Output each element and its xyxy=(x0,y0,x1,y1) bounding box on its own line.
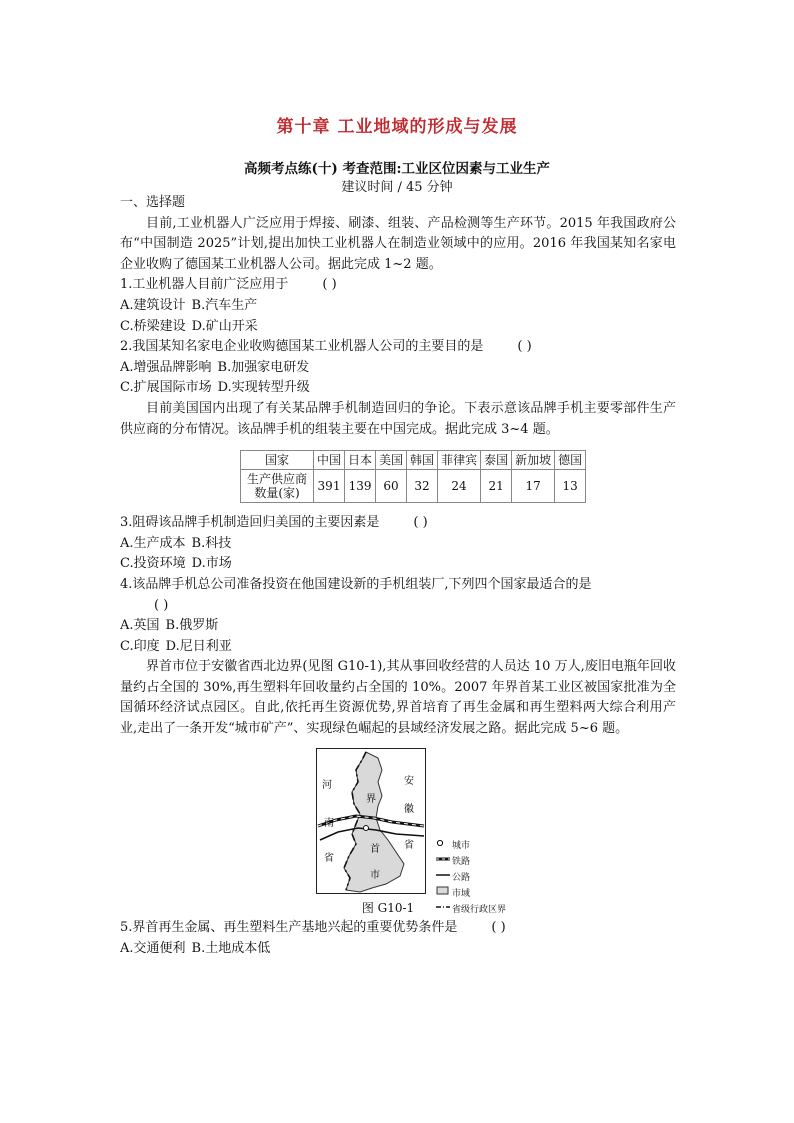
table-cell: 60 xyxy=(376,470,407,503)
question-3-options-row1 xyxy=(120,534,676,555)
map-label: 河 xyxy=(322,779,332,791)
answer-parentheses: ( ) xyxy=(322,277,337,293)
map-legend xyxy=(436,838,506,918)
map-label: 安 xyxy=(404,775,414,787)
option: C.扩展国际市场 xyxy=(120,380,212,396)
legend-item: 省级行政区界 xyxy=(436,902,506,918)
table-cell: 美国 xyxy=(376,451,407,470)
table-cell: 24 xyxy=(438,470,481,503)
table-cell: 泰国 xyxy=(481,451,512,470)
city-icon xyxy=(436,838,452,853)
option: B.土地成本低 xyxy=(191,940,271,956)
railway-icon xyxy=(436,854,452,869)
question-5-options-row1 xyxy=(120,939,676,960)
option: D.矿山开采 xyxy=(191,318,258,334)
question-4 xyxy=(120,575,676,596)
option: D.市场 xyxy=(191,556,232,572)
passage-1: 目前,工业机器人广泛应用于焊接、刷漆、组装、产品检测等生产环节。2015 年我国政府公布“中国制造 2025”计划,提出加快工业机器人在制造业领域中的应用。2016 年我国某知名家电企业收购了德国某工业机器人公司。据此完成 1~2 题。 xyxy=(120,215,676,272)
passage-3: 界首市位于安徽省西北边界(见图 G10-1),其从事回收经营的人员达 10 万人,废旧电瓶年回收量约占全国的 30%,再生塑料年回收量约占全国的 10%。2007 年界首某工业区被国家批准为全国循环经济试点园区。自此,依托再生资源优势,界首培育了再生金属和再生塑料两大综合利用产业,走出了一条开发“城市矿产”、实现绿色崛起的县域经济发展之路。据此完成 5~6 题。 xyxy=(120,659,676,737)
option: A.生产成本 xyxy=(120,535,186,551)
table-cell: 中国 xyxy=(314,451,345,470)
table-row xyxy=(241,470,586,503)
option: C.印度 xyxy=(120,638,160,654)
table-cell: 139 xyxy=(345,470,376,503)
map-label: 南 xyxy=(324,817,334,829)
table-cell: 菲律宾 xyxy=(438,451,481,470)
legend-item: 市域 xyxy=(436,886,506,902)
option: D.尼日利亚 xyxy=(165,638,232,654)
option: A.建筑设计 xyxy=(120,297,186,313)
city-point xyxy=(364,825,369,830)
table-header-cell: 生产供应商数量(家) xyxy=(241,470,314,503)
table-cell: 391 xyxy=(314,470,345,503)
answer-parentheses: ( ) xyxy=(491,920,506,936)
question-3 xyxy=(120,513,676,534)
exercise-content xyxy=(120,193,676,959)
question-5 xyxy=(120,918,676,939)
passage-2: 目前美国国内出现了有关某品牌手机制造回归的争论。下表示意该品牌手机主要零部件生产供应商的分布情况。该品牌手机的组装主要在中国完成。据此完成 3~4 题。 xyxy=(120,400,676,437)
supplier-table xyxy=(240,450,586,503)
option: A.交通便利 xyxy=(120,940,186,956)
figure-caption: 图 G10-1 xyxy=(361,900,415,915)
province-boundary-icon xyxy=(436,902,452,917)
table-cell: 日本 xyxy=(345,451,376,470)
table-cell: 17 xyxy=(512,470,555,503)
question-stem: 2.我国某知名家电企业收购德国某工业机器人公司的主要目的是 xyxy=(120,339,484,355)
map-label: 界 xyxy=(366,793,376,805)
option: A.英国 xyxy=(120,618,160,634)
city-area-icon xyxy=(436,886,452,901)
option: B.汽车生产 xyxy=(191,297,258,313)
legend-item: 公路 xyxy=(436,870,506,886)
option: C.桥梁建设 xyxy=(120,318,186,334)
option: B.俄罗斯 xyxy=(165,618,219,634)
map-label: 徽 xyxy=(404,803,414,815)
road-icon xyxy=(436,870,452,885)
jieshou-map xyxy=(316,748,426,894)
question-stem: 3.阻碍该品牌手机制造回归美国的主要因素是 xyxy=(120,515,380,531)
question-1 xyxy=(120,275,676,296)
question-1-options-row2 xyxy=(120,317,676,338)
map-label: 省 xyxy=(404,839,414,851)
option: B.科技 xyxy=(191,535,232,551)
table-cell: 韩国 xyxy=(407,451,438,470)
table-cell: 13 xyxy=(555,470,586,503)
answer-parentheses: ( ) xyxy=(154,597,169,613)
option: A.增强品牌影响 xyxy=(120,359,212,375)
question-stem: 5.界首再生金属、再生塑料生产基地兴起的重要优势条件是 xyxy=(120,920,458,936)
table-cell: 21 xyxy=(481,470,512,503)
map-label: 首 xyxy=(370,843,380,855)
question-stem: 4.该品牌手机总公司准备投资在他国建设新的手机组装厂,下列四个国家最适合的是 xyxy=(120,576,592,592)
question-4-paren-line xyxy=(120,596,676,617)
chapter-title: 第十章 工业地域的形成与发展 xyxy=(276,117,518,137)
answer-parentheses: ( ) xyxy=(413,515,428,531)
legend-item: 铁路 xyxy=(436,854,506,870)
map-label: 省 xyxy=(324,852,334,864)
table-row xyxy=(241,451,586,470)
table-cell: 32 xyxy=(407,470,438,503)
answer-parentheses: ( ) xyxy=(517,339,532,355)
question-4-options-row1 xyxy=(120,616,676,637)
question-2-options-row2 xyxy=(120,378,676,399)
table-cell: 新加坡 xyxy=(512,451,555,470)
question-2 xyxy=(120,337,676,358)
part-label: 一、选择题 xyxy=(120,195,186,210)
section-title: 高频考点练(十) 考查范围:工业区位因素与工业生产 xyxy=(244,161,550,177)
option: D.实现转型升级 xyxy=(217,380,310,396)
legend-item: 城市 xyxy=(436,838,506,854)
table-header-cell: 国家 xyxy=(241,451,314,470)
question-stem: 1.工业机器人目前广泛应用于 xyxy=(120,277,289,293)
question-1-options-row1 xyxy=(120,296,676,317)
map-label: 市 xyxy=(370,869,380,881)
question-3-options-row2 xyxy=(120,554,676,575)
suggested-time: 建议时间 / 45 分钟 xyxy=(341,180,453,195)
table-cell: 德国 xyxy=(555,451,586,470)
question-4-options-row2 xyxy=(120,637,676,658)
option: B.加强家电研发 xyxy=(217,359,310,375)
option: C.投资环境 xyxy=(120,556,186,572)
question-2-options-row1 xyxy=(120,358,676,379)
